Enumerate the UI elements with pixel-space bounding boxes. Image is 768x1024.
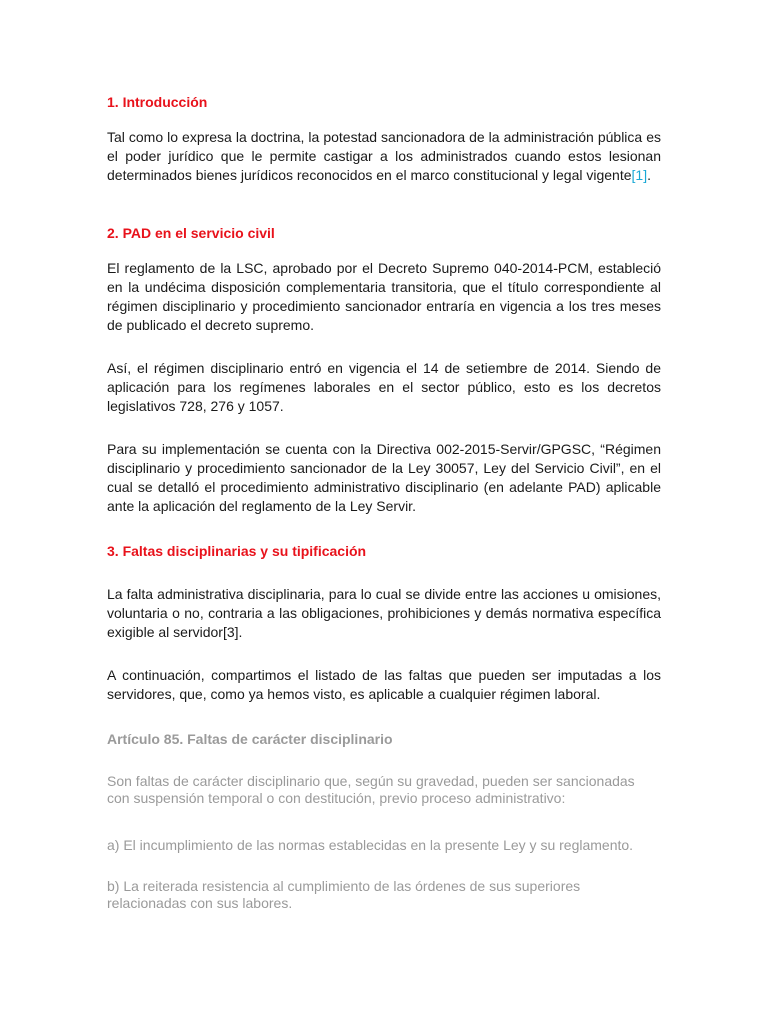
footnote-link-1[interactable]: [1] — [631, 167, 648, 183]
intro-text: Tal como lo expresa la doctrina, la potestad sancionadora de la administración pública es el poder jurídico que le permite castigar a los administrados cuando estos lesionan determinados bienes jurídicos reconocidos en el marco constitucional y legal vigente — [107, 129, 661, 183]
intro-paragraph — [107, 128, 661, 185]
article-85-heading: Artículo 85. Faltas de carácter disciplinario — [107, 731, 393, 747]
section-heading-pad: 2. PAD en el servicio civil — [107, 225, 275, 241]
article-85-intro: Son faltas de carácter disciplinario que, según su gravedad, pueden ser sancionadas con suspensión temporal o con destitución, previo proceso administrativo: — [107, 773, 635, 806]
article-85-item-b: b) La reiterada resistencia al cumplimiento de las órdenes de sus superiores relacionadas con sus labores. — [107, 878, 581, 911]
section-heading-faltas: 3. Faltas disciplinarias y su tipificación — [107, 543, 367, 559]
article-85-item-a: a) El incumplimiento de las normas establecidas en la presente Ley y su reglamento. — [107, 837, 634, 853]
pad-paragraph-1: El reglamento de la LSC, aprobado por el Decreto Supremo 040-2014-PCM, estableció en la undécima disposición complementaria transitoria, que el título correspondiente al régimen disciplinario y procedimiento sancionador entraría en vigencia a los tres meses de publicado el decreto supremo. — [107, 260, 661, 333]
faltas-paragraph-2: A continuación, compartimos el listado de las faltas que pueden ser imputadas a los servidores, que, como ya hemos visto, es aplicable a cualquier régimen laboral. — [107, 667, 661, 702]
pad-paragraph-2: Así, el régimen disciplinario entró en vigencia el 14 de setiembre de 2014. Siendo de aplicación para los regímenes laborales en el sector público, esto es los decretos legislativos 728, 276 y 1057. — [107, 360, 661, 414]
faltas-paragraph-1: La falta administrativa disciplinaria, para lo cual se divide entre las acciones u omisiones, voluntaria o no, contraria a las obligaciones, prohibiciones y demás normativa específica exigible al servidor[3]. — [107, 586, 661, 640]
intro-period: . — [647, 167, 651, 183]
pad-paragraph-3: Para su implementación se cuenta con la Directiva 002-2015-Servir/GPGSC, “Régimen disciplinario y procedimiento sancionador de la Ley 30057, Ley del Servicio Civil”, en el cual se detalló el procedimiento administrativo disciplinario (en adelante PAD) aplicable ante la aplicación del reglamento de la Ley Servir. — [107, 441, 661, 514]
section-heading-introduccion: 1. Introducción — [107, 94, 208, 110]
